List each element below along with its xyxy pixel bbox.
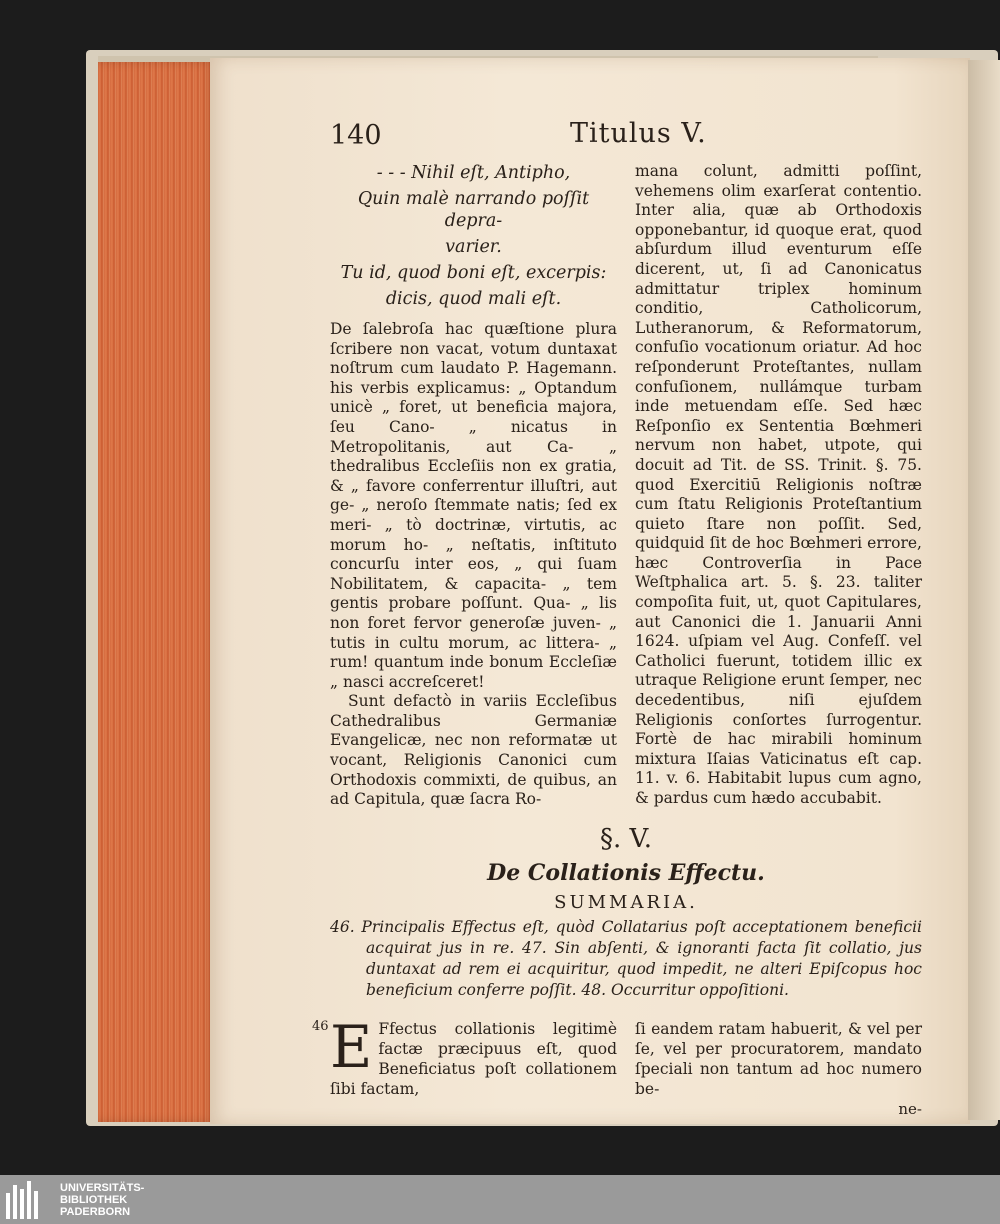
catchword: ne- xyxy=(898,1099,922,1118)
library-name xyxy=(60,1182,144,1218)
two-column-text xyxy=(330,162,922,810)
drop-capital: E xyxy=(330,1012,373,1081)
library-name-line: UNIVERSITÄTS- xyxy=(60,1181,145,1194)
page-number: 140 xyxy=(330,120,382,151)
running-title: Titulus V. xyxy=(570,118,707,149)
summary-text: 46. Principalis Effectus eſt, quòd Collatarius poſt acceptationem beneficii acquirat jus in re. 47. Sin abſenti, & ignoranti facta ſit collatio, jus duntaxat ad rem ei acquiritur, quod impedit, ne alteri Epiſcopus hoc beneficium conferre poſſit. 48. Occurritur oppoſitioni. xyxy=(330,917,922,999)
body-right-column xyxy=(635,1019,922,1119)
right-column xyxy=(635,162,922,810)
library-footer xyxy=(0,1175,1000,1224)
body-left-column xyxy=(330,1012,617,1119)
verse-line: - - - Nihil eſt, Antipho, xyxy=(376,163,571,183)
library-name-line: BIBLIOTHEK xyxy=(60,1193,128,1206)
page-edges xyxy=(98,62,216,1122)
paragraph: Sunt defactò in variis Eccleſibus Cathedralibus Germaniæ Evangelicæ, nec non reformatæ ut vocant, Religionis Canonici cum Orthodoxis commixti, de quibus, an ad Capitula, quæ ſacra Ro- xyxy=(330,692,617,809)
margin-number: 46 xyxy=(312,1018,329,1034)
left-column xyxy=(330,162,617,810)
verse-line: dicis, quod mali eſt. xyxy=(385,289,562,309)
verse-line: Quin malè narrando poſſit depra- xyxy=(357,189,590,231)
library-name-line: PADERBORN xyxy=(60,1205,131,1218)
verse-quotation xyxy=(330,162,617,310)
facing-page-edge xyxy=(968,60,1000,1120)
paragraph: De ſalebroſa hac quæſtione plura ſcribere non vacat, votum duntaxat noſtrum cum laudato P. Hagemann. his verbis explicamus: „ Optandum unicè „ foret, ut beneficia majora, ſeu Cano- „ nicatus in Metropolitanis, aut Ca- „ thedralibus Eccleſiis non ex gratia, & „ favore conferrentur illuſtri, aut ge- „ neroſo ſtemmate natis; ſed ex meri- „ tò doctrinæ, virtutis, ac morum ho- „ neſtatis, inſtituto concurſu inter eos, „ qui ſuam Nobilitatem, & capacita- „ tem gentis probare poſſunt. Qua- „ lis non foret fervor generoſæ juven- „ tutis in cultu morum, ac littera- „ rum! quantum inde bonum Eccleſiæ „ nasci accreſceret! xyxy=(330,320,617,691)
verse-line: Tu id, quod boni eſt, excerpis: xyxy=(340,263,607,283)
body-text xyxy=(312,1012,922,1119)
body-left-text: Ffectus collationis legitimè factæ præcipuus eſt, quod Beneficiatus poſt collationem ſibi factam, xyxy=(330,1019,617,1098)
summaria-heading: SUMMARIA. xyxy=(554,891,698,913)
page-content xyxy=(312,118,922,1119)
section-title: De Collationis Effectu. xyxy=(487,859,765,886)
section-mark: §. V. xyxy=(599,823,653,854)
body-right-text: ſi eandem ratam habuerit, & vel per ſe, vel per procuratorem, mandato ſpeciali non tantum ad hoc numero be- xyxy=(635,1019,922,1098)
paragraph: mana colunt, admitti poſſint, vehemens olim exarſerat contentio. Inter alia, quæ ab Orthodoxis opponebantur, id quoque erat, quod abſurdum illud eventurum eſſe dicerent, ut, ſi ad Canonicatus admittatur triplex hominum conditio, Catholicorum, Lutheranorum, & Reformatorum, confuſio vocationum oriatur. Ad hoc reſponderunt Proteſtantes, nullam confuſionem, nullámque turbam inde metuendam eſſe. Sed hæc Reſponſio ex Sententia Bœhmeri nervum non habet, utpote, qui docuit ad Tit. de SS. Trinit. §. 75. quod Exercitiū Religionis noſtræ cum ſtatu Religionis Proteſtantium quieto ſtare non poſſit. Sed, quidquid ſit de hoc Bœhmeri errore, hæc Controverſia in Pace Weſtphalica art. 5. §. 23. taliter compoſita fuit, ut, quot Capitulares, aut Canonici die 1. Januarii Anni 1624. uſpiam vel Aug. Confeſſ. vel Catholici fuerunt, totidem illic ex utraque Religione erunt ſemper, nec decedentibus, niſi ejuſdem Religionis conſortes ſurrogentur. Fortè de hac mirabili hominum mixtura Iſaias Vaticinatus eſt cap. 11. v. 6. Habitabit lupus cum agno, & pardus cum hædo accubabit. xyxy=(635,162,922,807)
page-header xyxy=(330,118,922,162)
verse-line: varier. xyxy=(445,237,502,257)
library-logo-icon xyxy=(6,1181,54,1219)
